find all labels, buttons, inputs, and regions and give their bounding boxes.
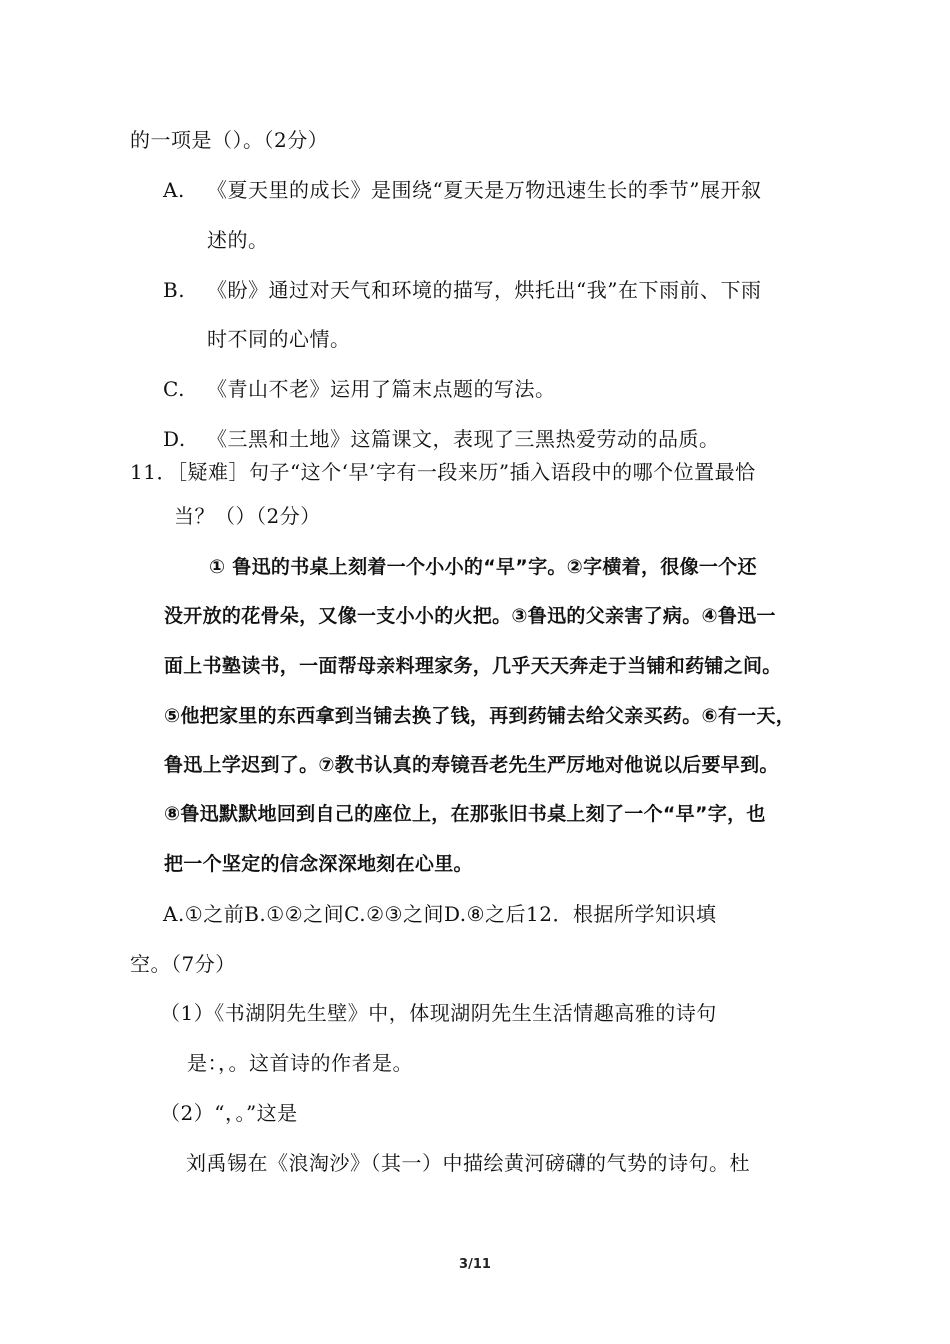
q12-part1: （1）《书湖阴先生壁》中，体现湖阴先生生活情趣高雅的诗句 bbox=[160, 1001, 717, 1025]
q10-option-a bbox=[163, 177, 761, 203]
q11-stem-cont: 当？（）（2分） bbox=[174, 504, 321, 528]
q10-option-c bbox=[163, 376, 556, 402]
option-text: 《夏天里的成长》是围绕“夏天是万物迅速生长的季节”展开叙 bbox=[207, 178, 762, 202]
q11-passage-line: ⑤他把家里的东西拿到当铺去换了钱，再到药铺去给父亲买药。⑥有一天， bbox=[164, 705, 796, 727]
option-text: 《盼》通过对天气和环境的描写，烘托出“我”在下雨前、下雨 bbox=[207, 278, 762, 302]
q11-options-q12-stem: A.①之前B.①②之间C.②③之间D.⑧之后12．根据所学知识填 bbox=[163, 902, 717, 926]
q11-passage-line: 把一个坚定的信念深深地刻在心里。 bbox=[164, 853, 473, 875]
option-label: C. bbox=[163, 377, 185, 401]
q11-passage-line: 没开放的花骨朵，又像一支小小的火把。③鲁迅的父亲害了病。④鲁迅一 bbox=[164, 605, 776, 627]
q10-option-a-cont: 述的。 bbox=[207, 228, 269, 252]
q11-passage-line: 鲁迅上学迟到了。⑦教书认真的寿镜吾老先生严厉地对他说以后要早到。 bbox=[164, 754, 779, 776]
option-label: D. bbox=[163, 427, 186, 451]
q10-option-b bbox=[163, 277, 761, 303]
q11-passage-line: 面上书塾读书，一面帮母亲料理家务，几乎天天奔走于当铺和药铺之间。 bbox=[164, 655, 782, 677]
q11-stem: 11．［疑难］句子“这个‘早’字有一段来历”插入语段中的哪个位置最恰 bbox=[130, 460, 756, 484]
q10-option-b-cont: 时不同的心情。 bbox=[207, 327, 351, 351]
option-text: 《青山不老》运用了篇末点题的写法。 bbox=[207, 377, 556, 401]
option-label: A. bbox=[163, 178, 185, 202]
q11-passage-line: ⑧鲁迅默默地回到自己的座位上，在那张旧书桌上刻了一个“早”字，也 bbox=[164, 803, 766, 825]
q12-part2-cont: 刘禹锡在《浪淘沙》（其一）中描绘黄河磅礴的气势的诗句。杜 bbox=[186, 1151, 750, 1175]
q10-option-d bbox=[163, 426, 720, 452]
q12-part2: （2）“，。”这是 bbox=[160, 1101, 298, 1125]
q10-stem-tail: 的一项是（）。（2分） bbox=[130, 128, 329, 152]
q11-passage-line: ① 鲁迅的书桌上刻着一个小小的“早”字。②字横着，很像一个还 bbox=[209, 556, 757, 578]
q12-part1-cont: 是：，。这首诗的作者是。 bbox=[187, 1051, 413, 1075]
q12-stem-cont: 空。（7分） bbox=[130, 952, 236, 976]
option-text: 《三黑和土地》这篇课文，表现了三黑热爱劳动的品质。 bbox=[207, 427, 720, 451]
page-number: 3/11 bbox=[459, 1257, 491, 1272]
option-label: B. bbox=[163, 278, 186, 302]
